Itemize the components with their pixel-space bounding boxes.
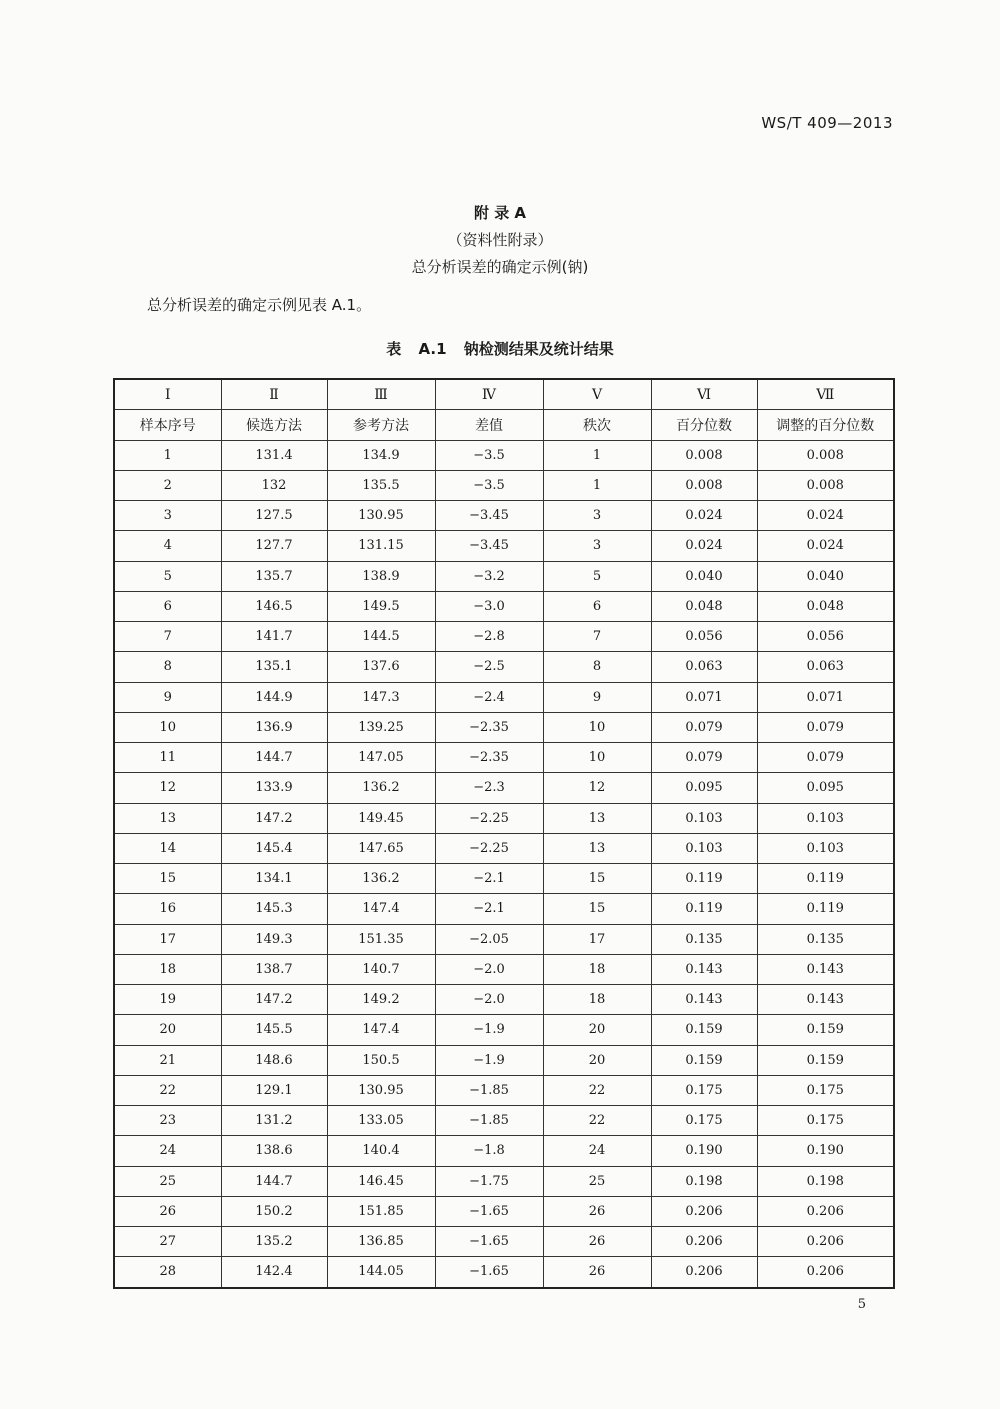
table-cell: −1.65 (435, 1196, 543, 1226)
table-cell: 0.119 (757, 894, 894, 924)
roman-header: Ⅳ (435, 379, 543, 410)
table-cell: 150.2 (221, 1196, 327, 1226)
table-cell: −2.05 (435, 924, 543, 954)
table-cell: −1.75 (435, 1166, 543, 1196)
table-cell: 0.008 (757, 470, 894, 500)
table-cell: −2.25 (435, 803, 543, 833)
table-cell: 0.143 (651, 954, 757, 984)
table-cell: 0.190 (651, 1136, 757, 1166)
table-row (114, 712, 894, 742)
table-cell: 135.5 (327, 470, 435, 500)
table-cell: −1.65 (435, 1257, 543, 1288)
table-row (114, 1227, 894, 1257)
table-cell: 12 (543, 773, 651, 803)
table-cell: 147.4 (327, 894, 435, 924)
table-cell: 0.143 (651, 985, 757, 1015)
table-cell: 0.048 (651, 591, 757, 621)
table-cell: 14 (114, 833, 221, 863)
table-cell: 0.159 (757, 1045, 894, 1075)
table-row (114, 954, 894, 984)
table-row (114, 894, 894, 924)
table-cell: 135.1 (221, 652, 327, 682)
table-row (114, 924, 894, 954)
table-cell: 18 (114, 954, 221, 984)
table-row (114, 622, 894, 652)
table-cell: 13 (114, 803, 221, 833)
table-cell: 144.7 (221, 743, 327, 773)
table-cell: 0.071 (757, 682, 894, 712)
table-row (114, 501, 894, 531)
table-cell: 15 (543, 864, 651, 894)
table-cell: −3.0 (435, 591, 543, 621)
table-cell: 22 (114, 1075, 221, 1105)
table-cell: 3 (543, 501, 651, 531)
table-cell: 9 (114, 682, 221, 712)
table-cell: 147.4 (327, 1015, 435, 1045)
table-cell: −1.85 (435, 1106, 543, 1136)
table-cell: 0.024 (651, 501, 757, 531)
table-cell: 0.135 (651, 924, 757, 954)
table-cell: 0.024 (757, 501, 894, 531)
table-cell: 5 (543, 561, 651, 591)
table-cell: 147.05 (327, 743, 435, 773)
table-cell: 146.5 (221, 591, 327, 621)
table-cell: 0.159 (757, 1015, 894, 1045)
table-cell: 3 (543, 531, 651, 561)
table-cell: 9 (543, 682, 651, 712)
standard-number: WS/T 409—2013 (761, 114, 893, 132)
table-cell: 0.048 (757, 591, 894, 621)
table-cell: 0.008 (651, 440, 757, 470)
table-cell: 6 (114, 591, 221, 621)
table-cell: 142.4 (221, 1257, 327, 1288)
table-cell: 24 (114, 1136, 221, 1166)
table-cell: 131.15 (327, 531, 435, 561)
table-cell: 22 (543, 1075, 651, 1105)
table-cell: 0.008 (651, 470, 757, 500)
table-cell: 0.206 (757, 1227, 894, 1257)
table-row (114, 1196, 894, 1226)
table-cell: −1.9 (435, 1045, 543, 1075)
table-cell: 149.2 (327, 985, 435, 1015)
table-cell: 147.3 (327, 682, 435, 712)
table-cell: 20 (114, 1015, 221, 1045)
table-cell: 134.9 (327, 440, 435, 470)
table-row (114, 1045, 894, 1075)
table-cell: 141.7 (221, 622, 327, 652)
table-cell: 0.159 (651, 1015, 757, 1045)
intro-paragraph: 总分析误差的确定示例见表 A.1。 (147, 296, 372, 314)
table-cell: 10 (543, 712, 651, 742)
table-row (114, 1136, 894, 1166)
roman-header: Ⅴ (543, 379, 651, 410)
table-row (114, 652, 894, 682)
table-cell: 21 (114, 1045, 221, 1075)
column-header: 候选方法 (221, 410, 327, 440)
table-cell: 0.095 (651, 773, 757, 803)
table-cell: 0.079 (757, 743, 894, 773)
table-cell: 0.190 (757, 1136, 894, 1166)
table-cell: 140.7 (327, 954, 435, 984)
column-header: 参考方法 (327, 410, 435, 440)
table-cell: 131.2 (221, 1106, 327, 1136)
roman-header: Ⅲ (327, 379, 435, 410)
table-cell: 4 (114, 531, 221, 561)
table-row (114, 1075, 894, 1105)
table-cell: −1.9 (435, 1015, 543, 1045)
table-cell: 0.103 (651, 833, 757, 863)
table-cell: −2.1 (435, 894, 543, 924)
table-cell: 0.198 (757, 1166, 894, 1196)
table-cell: 1 (114, 440, 221, 470)
appendix-heading (0, 200, 1000, 281)
table-cell: −3.45 (435, 501, 543, 531)
table-cell: 144.9 (221, 682, 327, 712)
table-cell: 0.206 (757, 1257, 894, 1288)
table-row (114, 864, 894, 894)
table-cell: 132 (221, 470, 327, 500)
table-cell: 138.9 (327, 561, 435, 591)
table-row (114, 531, 894, 561)
table-cell: 136.85 (327, 1227, 435, 1257)
table-cell: 0.079 (651, 743, 757, 773)
table-cell: 0.206 (651, 1257, 757, 1288)
table-cell: 23 (114, 1106, 221, 1136)
table-row (114, 561, 894, 591)
table-cell: 135.2 (221, 1227, 327, 1257)
table-cell: 147.2 (221, 985, 327, 1015)
table-row (114, 803, 894, 833)
table-cell: 20 (543, 1045, 651, 1075)
table-cell: 0.103 (651, 803, 757, 833)
table-cell: 127.5 (221, 501, 327, 531)
table-cell: 133.05 (327, 1106, 435, 1136)
table-cell: 136.2 (327, 773, 435, 803)
column-header: 差值 (435, 410, 543, 440)
roman-header: Ⅶ (757, 379, 894, 410)
table-row (114, 591, 894, 621)
table-cell: −3.5 (435, 470, 543, 500)
table-cell: −2.1 (435, 864, 543, 894)
table-cell: −2.3 (435, 773, 543, 803)
table-cell: 18 (543, 954, 651, 984)
roman-header: Ⅰ (114, 379, 221, 410)
table-cell: 25 (114, 1166, 221, 1196)
appendix-label: 附 录 A (473, 204, 527, 222)
table-cell: 0.119 (757, 864, 894, 894)
table-cell: 15 (114, 864, 221, 894)
page-number: 5 (857, 1297, 866, 1312)
table-row (114, 440, 894, 470)
table-cell: 144.7 (221, 1166, 327, 1196)
table-cell: 0.063 (757, 652, 894, 682)
table-cell: 138.6 (221, 1136, 327, 1166)
table-cell: 0.206 (651, 1227, 757, 1257)
roman-header: Ⅱ (221, 379, 327, 410)
table-cell: 26 (114, 1196, 221, 1226)
table-row (114, 1106, 894, 1136)
table-cell: −2.0 (435, 954, 543, 984)
table-cell: −2.35 (435, 712, 543, 742)
table-cell: 1 (543, 440, 651, 470)
table-cell: 15 (543, 894, 651, 924)
table-cell: 149.45 (327, 803, 435, 833)
table-cell: 0.143 (757, 954, 894, 984)
table-cell: 2 (114, 470, 221, 500)
table-cell: −1.8 (435, 1136, 543, 1166)
table-cell: 145.3 (221, 894, 327, 924)
table-cell: −2.0 (435, 985, 543, 1015)
table-cell: 13 (543, 833, 651, 863)
column-header: 秩次 (543, 410, 651, 440)
table-cell: −2.5 (435, 652, 543, 682)
table-body (114, 440, 894, 1288)
table-cell: 28 (114, 1257, 221, 1288)
table-cell: 137.6 (327, 652, 435, 682)
table-cell: 146.45 (327, 1166, 435, 1196)
table-cell: 0.024 (651, 531, 757, 561)
column-header: 百分位数 (651, 410, 757, 440)
table-row (114, 470, 894, 500)
table-cell: 6 (543, 591, 651, 621)
table-cell: 147.2 (221, 803, 327, 833)
roman-header-row (114, 379, 894, 410)
table-cell: 0.103 (757, 833, 894, 863)
table-cell: 129.1 (221, 1075, 327, 1105)
table-cell: −2.35 (435, 743, 543, 773)
table-cell: 144.05 (327, 1257, 435, 1288)
table-cell: 0.175 (757, 1075, 894, 1105)
table-cell: 26 (543, 1196, 651, 1226)
table-cell: 139.25 (327, 712, 435, 742)
table-cell: 151.85 (327, 1196, 435, 1226)
table-row (114, 833, 894, 863)
table-cell: 0.119 (651, 864, 757, 894)
data-table (113, 378, 895, 1289)
table-cell: 27 (114, 1227, 221, 1257)
table-cell: −3.2 (435, 561, 543, 591)
table-cell: 0.159 (651, 1045, 757, 1075)
table-cell: 0.119 (651, 894, 757, 924)
table-cell: 145.4 (221, 833, 327, 863)
table-cell: 150.5 (327, 1045, 435, 1075)
table-row (114, 1257, 894, 1288)
table-cell: 151.35 (327, 924, 435, 954)
table-cell: 144.5 (327, 622, 435, 652)
table-cell: −3.5 (435, 440, 543, 470)
table-cell: 135.7 (221, 561, 327, 591)
table-cell: 26 (543, 1227, 651, 1257)
table-cell: 0.175 (651, 1075, 757, 1105)
table-cell: 24 (543, 1136, 651, 1166)
table-cell: 131.4 (221, 440, 327, 470)
table-cell: 22 (543, 1106, 651, 1136)
table-cell: 140.4 (327, 1136, 435, 1166)
table-cell: 0.040 (757, 561, 894, 591)
table-cell: 149.5 (327, 591, 435, 621)
table-row (114, 773, 894, 803)
table-cell: 0.175 (651, 1106, 757, 1136)
table-cell: 7 (543, 622, 651, 652)
table-cell: 0.206 (757, 1196, 894, 1226)
appendix-title: 总分析误差的确定示例(钠) (411, 258, 589, 276)
table-cell: 136.9 (221, 712, 327, 742)
table-cell: −2.4 (435, 682, 543, 712)
column-header: 调整的百分位数 (757, 410, 894, 440)
column-header: 样本序号 (114, 410, 221, 440)
table-cell: 127.7 (221, 531, 327, 561)
table-cell: 20 (543, 1015, 651, 1045)
table-cell: 136.2 (327, 864, 435, 894)
table-cell: 138.7 (221, 954, 327, 984)
table-cell: 26 (543, 1257, 651, 1288)
table-cell: 10 (543, 743, 651, 773)
table-cell: 130.95 (327, 1075, 435, 1105)
table-cell: 130.95 (327, 501, 435, 531)
table-cell: 0.024 (757, 531, 894, 561)
table-title: 表 A.1 钠检测结果及统计结果 (386, 340, 614, 358)
table-cell: 17 (114, 924, 221, 954)
table-cell: 16 (114, 894, 221, 924)
table-cell: 12 (114, 773, 221, 803)
table-cell: 0.056 (651, 622, 757, 652)
table-cell: 3 (114, 501, 221, 531)
table-cell: 0.063 (651, 652, 757, 682)
table-cell: 149.3 (221, 924, 327, 954)
table-cell: 8 (114, 652, 221, 682)
table-cell: −1.85 (435, 1075, 543, 1105)
table-row (114, 985, 894, 1015)
table-cell: 0.143 (757, 985, 894, 1015)
table-cell: 0.198 (651, 1166, 757, 1196)
table-cell: 0.135 (757, 924, 894, 954)
table-cell: 0.071 (651, 682, 757, 712)
table-cell: −2.25 (435, 833, 543, 863)
table-row (114, 682, 894, 712)
table-row (114, 1166, 894, 1196)
table-cell: 10 (114, 712, 221, 742)
table-cell: 18 (543, 985, 651, 1015)
table-cell: 8 (543, 652, 651, 682)
table-cell: 0.079 (757, 712, 894, 742)
table-cell: 5 (114, 561, 221, 591)
table-row (114, 1015, 894, 1045)
table-cell: 0.095 (757, 773, 894, 803)
table-row (114, 743, 894, 773)
table-cell: 0.008 (757, 440, 894, 470)
table-cell: −2.8 (435, 622, 543, 652)
table-cell: 1 (543, 470, 651, 500)
table-cell: −3.45 (435, 531, 543, 561)
table-cell: 148.6 (221, 1045, 327, 1075)
table-cell: 0.175 (757, 1106, 894, 1136)
table-cell: 25 (543, 1166, 651, 1196)
table-cell: 0.056 (757, 622, 894, 652)
appendix-note: （资料性附录） (447, 231, 553, 249)
roman-header: Ⅵ (651, 379, 757, 410)
table-cell: 0.206 (651, 1196, 757, 1226)
table-cell: 7 (114, 622, 221, 652)
column-header-row (114, 410, 894, 440)
table-cell: 13 (543, 803, 651, 833)
table-cell: 11 (114, 743, 221, 773)
table-cell: 0.103 (757, 803, 894, 833)
table-cell: 19 (114, 985, 221, 1015)
table-cell: 147.65 (327, 833, 435, 863)
table-cell: −1.65 (435, 1227, 543, 1257)
table-cell: 145.5 (221, 1015, 327, 1045)
table-cell: 0.040 (651, 561, 757, 591)
table-cell: 133.9 (221, 773, 327, 803)
table-cell: 0.079 (651, 712, 757, 742)
table-cell: 17 (543, 924, 651, 954)
table-cell: 134.1 (221, 864, 327, 894)
